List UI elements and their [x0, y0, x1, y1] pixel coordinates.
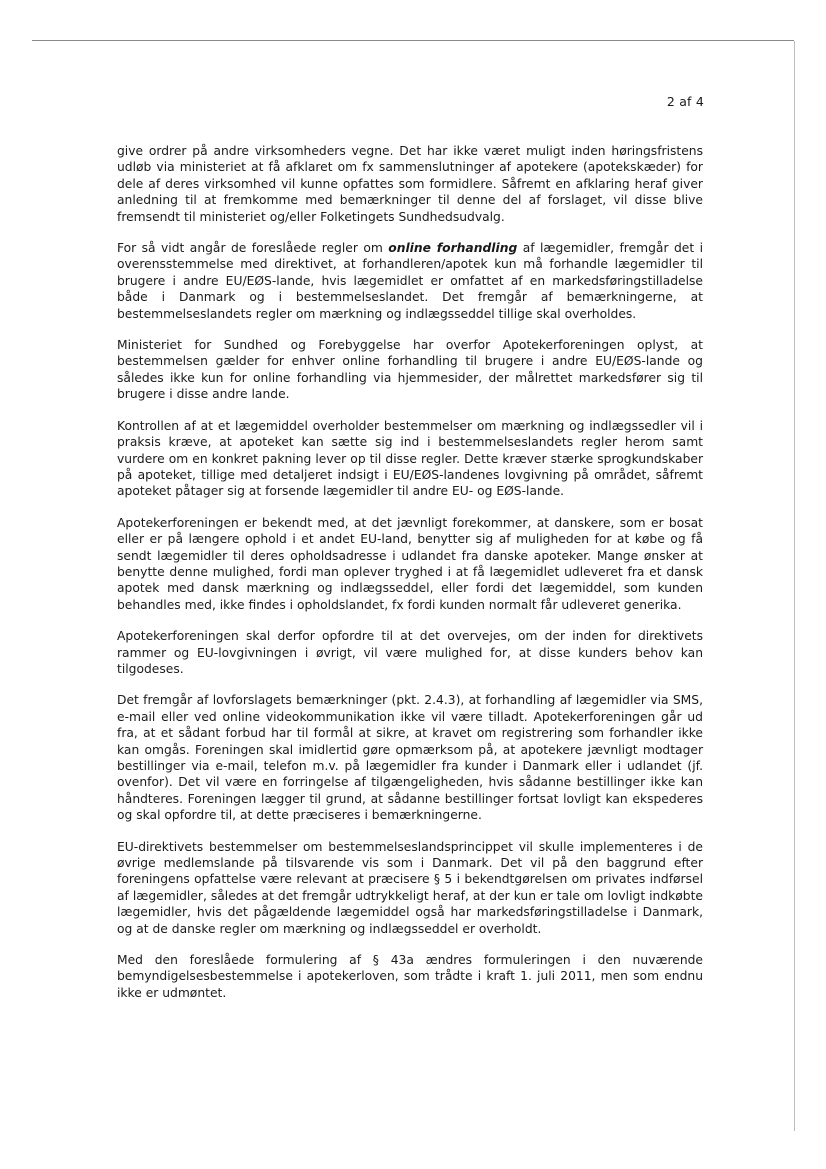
emphasis-online-forhandling: online forhandling [388, 241, 518, 256]
paragraph-8: EU-direktivets bestemmelser om bestemmelseslandsprincippet vil skulle implementeres i de øvrige medlemslande på tilsvarende vis som i Danmark. Det vil på den baggrund efter foreningens opfattelse være relevant at præcisere § 5 i bekendtgørelsen om privates indførsel af lægemidler, således at det fremgår udtrykkeligt heraf, at der kun er tale om lovligt indkøbte lægemidler, hvis det pågældende lægemiddel også har markedsføringstilladelse i Danmark, og at de danske regler om mærkning og indlægsseddel er overholdt. [117, 839, 703, 936]
paragraph-1: give ordrer på andre virksomheders vegne. Det har ikke været muligt inden høringsfristens udløb via ministeriet at få afklaret om fx sammenslutninger af apotekere (apotekskæder) for dele af deres virksomhed vil kunne opfattes som formidlere. Såfremt en afklaring heraf giver anledning til at fremkomme med bemærkninger til denne del af forslaget, vil disse blive fremsendt til ministeriet og/eller Folketingets Sundhedsudvalg. [117, 144, 703, 224]
paragraph-2-intro: For så vidt angår de foreslåede regler om [117, 241, 389, 256]
paragraph-7: Det fremgår af lovforslagets bemærkninger (pkt. 2.4.3), at forhandling af lægemidler via SMS, e-mail eller ved online videokommunikation ikke vil være tilladt. Apotekerforeningen går ud fra, at et sådant forbud har til formål at sikre, at kravet om registrering som forhandler ikke kan omgås. Foreningen skal imidlertid gøre opmærksom på, at apotekere jævnligt modtager bestillinger via e-mail, telefon m.v. på lægemidler fra kunder i Danmark eller i udlandet (jf. ovenfor). Det vil være en forringelse af tilgængeligheden, hvis sådanne bestillinger ikke kan håndteres. Foreningen lægger til grund, at sådanne bestillinger fortsat lovligt kan ekspederes og skal opfordre til, at dette præciseres i bemærkningerne. [117, 693, 703, 823]
document-body [117, 143, 703, 1001]
top-divider [32, 40, 794, 41]
paragraph-2-rest: af lægemidler, fremgår det i overensstemmelse med direktivet, at forhandleren/apotek kun må forhandle lægemidler til brugere i andre EU/EØS-lande, hvis lægemidlet er omfattet af en markedsføringstilladelse både i Danmark og i bestemmelseslandet. Det fremgår af bemærkningerne, at bestemmelseslandets regler om mærkning og indlægsseddel tillige skal overholdes. [117, 241, 703, 321]
paragraph-4: Kontrollen af at et lægemiddel overholder bestemmelser om mærkning og indlægssedler vil i praksis kræve, at apoteket kan sætte sig ind i bestemmelseslandets regler herom samt vurdere om en konkret pakning lever op til disse regler. Dette kræver stærke sprogkundskaber på apoteket, tillige med detaljeret indsigt i EU/EØS-landenes lovgivning på området, såfremt apoteket påtager sig at forsende lægemidler til andre EU- og EØS-lande. [117, 418, 703, 499]
paragraph-6: Apotekerforeningen skal derfor opfordre til at det overvejes, om der inden for direktivets rammer og EU-lovgivningen i øvrigt, vil være mulighed for, at disse kunders behov kan tilgodeses. [117, 629, 703, 676]
paragraph-9: Med den foreslåede formulering af § 43a ændres formuleringen i den nuværende bemyndigelsesbestemmelse i apotekerloven, som trådte i kraft 1. juli 2011, men som endnu ikke er udmøntet. [117, 953, 703, 1000]
page-edge-line [794, 41, 795, 1131]
page-number: 2 af 4 [666, 94, 704, 109]
paragraph-5: Apotekerforeningen er bekendt med, at det jævnligt forekommer, at danskere, som er bosat eller er på længere ophold i et andet EU-land, benytter sig af muligheden for at købe og få sendt lægemidler til deres opholdsadresse i udlandet fra danske apoteker. Mange ønsker at benytte denne mulighed, fordi man oplever tryghed i at få lægemidlet udleveret fra et dansk apotek med dansk mærkning og indlægsseddel, eller fordi det lægemiddel, som kunden behandles med, ikke findes i opholdslandet, fx fordi kunden normalt får udleveret generika. [117, 515, 703, 612]
paragraph-3: Ministeriet for Sundhed og Forebyggelse har overfor Apotekerforeningen oplyst, at bestemmelsen gælder for enhver online forhandling til brugere i andre EU/EØS-lande og således ikke kun for online forhandling via hjemmesider, der målrettet markedsfører sig til brugere i disse andre lande. [117, 338, 703, 402]
paragraph-2 [117, 240, 703, 322]
